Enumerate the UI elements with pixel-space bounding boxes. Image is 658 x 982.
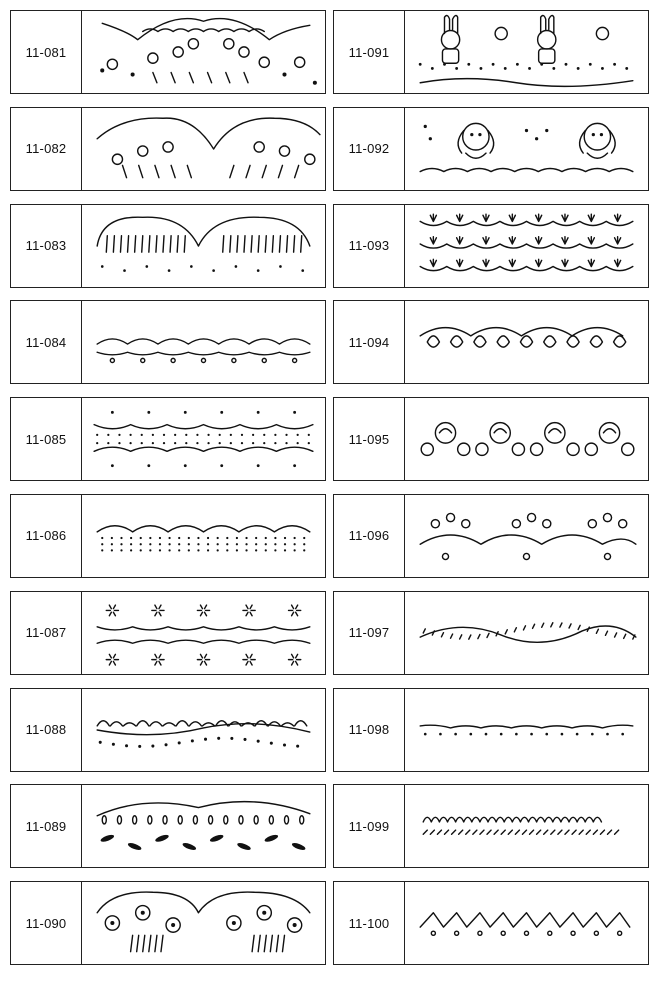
- pattern-card-11-088[interactable]: [10, 688, 326, 772]
- scallop-dotted-pattern: [82, 495, 325, 577]
- circle-leaf-motif-pattern-drawing: [405, 398, 648, 480]
- pattern-code: 11-095: [334, 398, 405, 480]
- pattern-code: 11-093: [334, 205, 405, 287]
- scallop-ray-pattern: [82, 205, 325, 287]
- bubble-wave-pattern-drawing: [405, 495, 648, 577]
- pattern-card-11-097[interactable]: [333, 591, 649, 675]
- puppy-figure-pattern-drawing: [405, 108, 648, 190]
- triple-shell-rows-pattern: [405, 205, 648, 287]
- pattern-card-11-086[interactable]: [10, 494, 326, 578]
- pattern-code: 11-082: [11, 108, 82, 190]
- pattern-code: 11-096: [334, 495, 405, 577]
- zigzag-eyelet-pattern-drawing: [405, 882, 648, 964]
- pattern-card-11-091[interactable]: [333, 10, 649, 94]
- pattern-code: 11-083: [11, 205, 82, 287]
- bunny-figure-pattern-drawing: [405, 11, 648, 93]
- flower-scallop-pattern-drawing: [82, 882, 325, 964]
- scallop-eyelet-fan-pattern-drawing: [82, 11, 325, 93]
- pattern-card-11-082[interactable]: [10, 107, 326, 191]
- scallop-dotted-pattern-drawing: [82, 495, 325, 577]
- bubble-wave-pattern: [405, 495, 648, 577]
- double-scallop-dotted-pattern: [82, 398, 325, 480]
- pattern-card-11-100[interactable]: [333, 881, 649, 965]
- scallop-ray-pattern-drawing: [82, 205, 325, 287]
- bunny-figure-pattern: [405, 11, 648, 93]
- pattern-code: 11-081: [11, 11, 82, 93]
- picot-wave-pattern-drawing: [405, 592, 648, 674]
- double-scallop-dotted-pattern-drawing: [82, 398, 325, 480]
- zigzag-eyelet-pattern: [405, 882, 648, 964]
- pattern-code: 11-086: [11, 495, 82, 577]
- puppy-figure-pattern: [405, 108, 648, 190]
- pattern-card-11-093[interactable]: [333, 204, 649, 288]
- right-column: [333, 10, 651, 978]
- daisy-eyelet-double-pattern: [82, 592, 325, 674]
- pattern-code: 11-088: [11, 689, 82, 771]
- circle-leaf-motif-pattern: [405, 398, 648, 480]
- small-scallop-eyelet-pattern-drawing: [82, 301, 325, 383]
- pattern-card-11-085[interactable]: [10, 397, 326, 481]
- pattern-code: 11-090: [11, 882, 82, 964]
- pattern-code: 11-097: [334, 592, 405, 674]
- daisy-eyelet-double-pattern-drawing: [82, 592, 325, 674]
- leaf-eyelet-scallop-pattern: [82, 785, 325, 867]
- fine-wave-dotted-pattern: [405, 689, 648, 771]
- mini-arch-wave-pattern: [82, 689, 325, 771]
- pattern-code: 11-084: [11, 301, 82, 383]
- pattern-card-11-098[interactable]: [333, 688, 649, 772]
- leaf-eyelet-scallop-pattern-drawing: [82, 785, 325, 867]
- loop-stitch-pattern-drawing: [405, 785, 648, 867]
- pattern-code: 11-094: [334, 301, 405, 383]
- loop-stitch-pattern: [405, 785, 648, 867]
- pattern-code: 11-099: [334, 785, 405, 867]
- pattern-code: 11-098: [334, 689, 405, 771]
- pattern-card-11-094[interactable]: [333, 300, 649, 384]
- flower-scallop-pattern: [82, 882, 325, 964]
- fine-wave-dotted-pattern-drawing: [405, 689, 648, 771]
- pattern-code: 11-092: [334, 108, 405, 190]
- pattern-card-11-087[interactable]: [10, 591, 326, 675]
- leaf-arch-pattern-drawing: [405, 301, 648, 383]
- pattern-card-11-095[interactable]: [333, 397, 649, 481]
- leaf-arch-pattern: [405, 301, 648, 383]
- small-scallop-eyelet-pattern: [82, 301, 325, 383]
- picot-wave-pattern: [405, 592, 648, 674]
- pattern-card-11-083[interactable]: [10, 204, 326, 288]
- pattern-card-11-084[interactable]: [10, 300, 326, 384]
- pattern-card-11-096[interactable]: [333, 494, 649, 578]
- scallop-eyelet-fan-pattern: [82, 108, 325, 190]
- pattern-card-11-081[interactable]: [10, 10, 326, 94]
- pattern-code: 11-091: [334, 11, 405, 93]
- pattern-card-11-099[interactable]: [333, 784, 649, 868]
- pattern-code: 11-100: [334, 882, 405, 964]
- left-column: [10, 10, 328, 978]
- pattern-code: 11-085: [11, 398, 82, 480]
- pattern-code: 11-087: [11, 592, 82, 674]
- scallop-eyelet-fan-pattern-drawing: [82, 108, 325, 190]
- mini-arch-wave-pattern-drawing: [82, 689, 325, 771]
- scallop-eyelet-fan-pattern: [82, 11, 325, 93]
- pattern-card-11-089[interactable]: [10, 784, 326, 868]
- pattern-card-11-092[interactable]: [333, 107, 649, 191]
- pattern-card-11-090[interactable]: [10, 881, 326, 965]
- triple-shell-rows-pattern-drawing: [405, 205, 648, 287]
- pattern-code: 11-089: [11, 785, 82, 867]
